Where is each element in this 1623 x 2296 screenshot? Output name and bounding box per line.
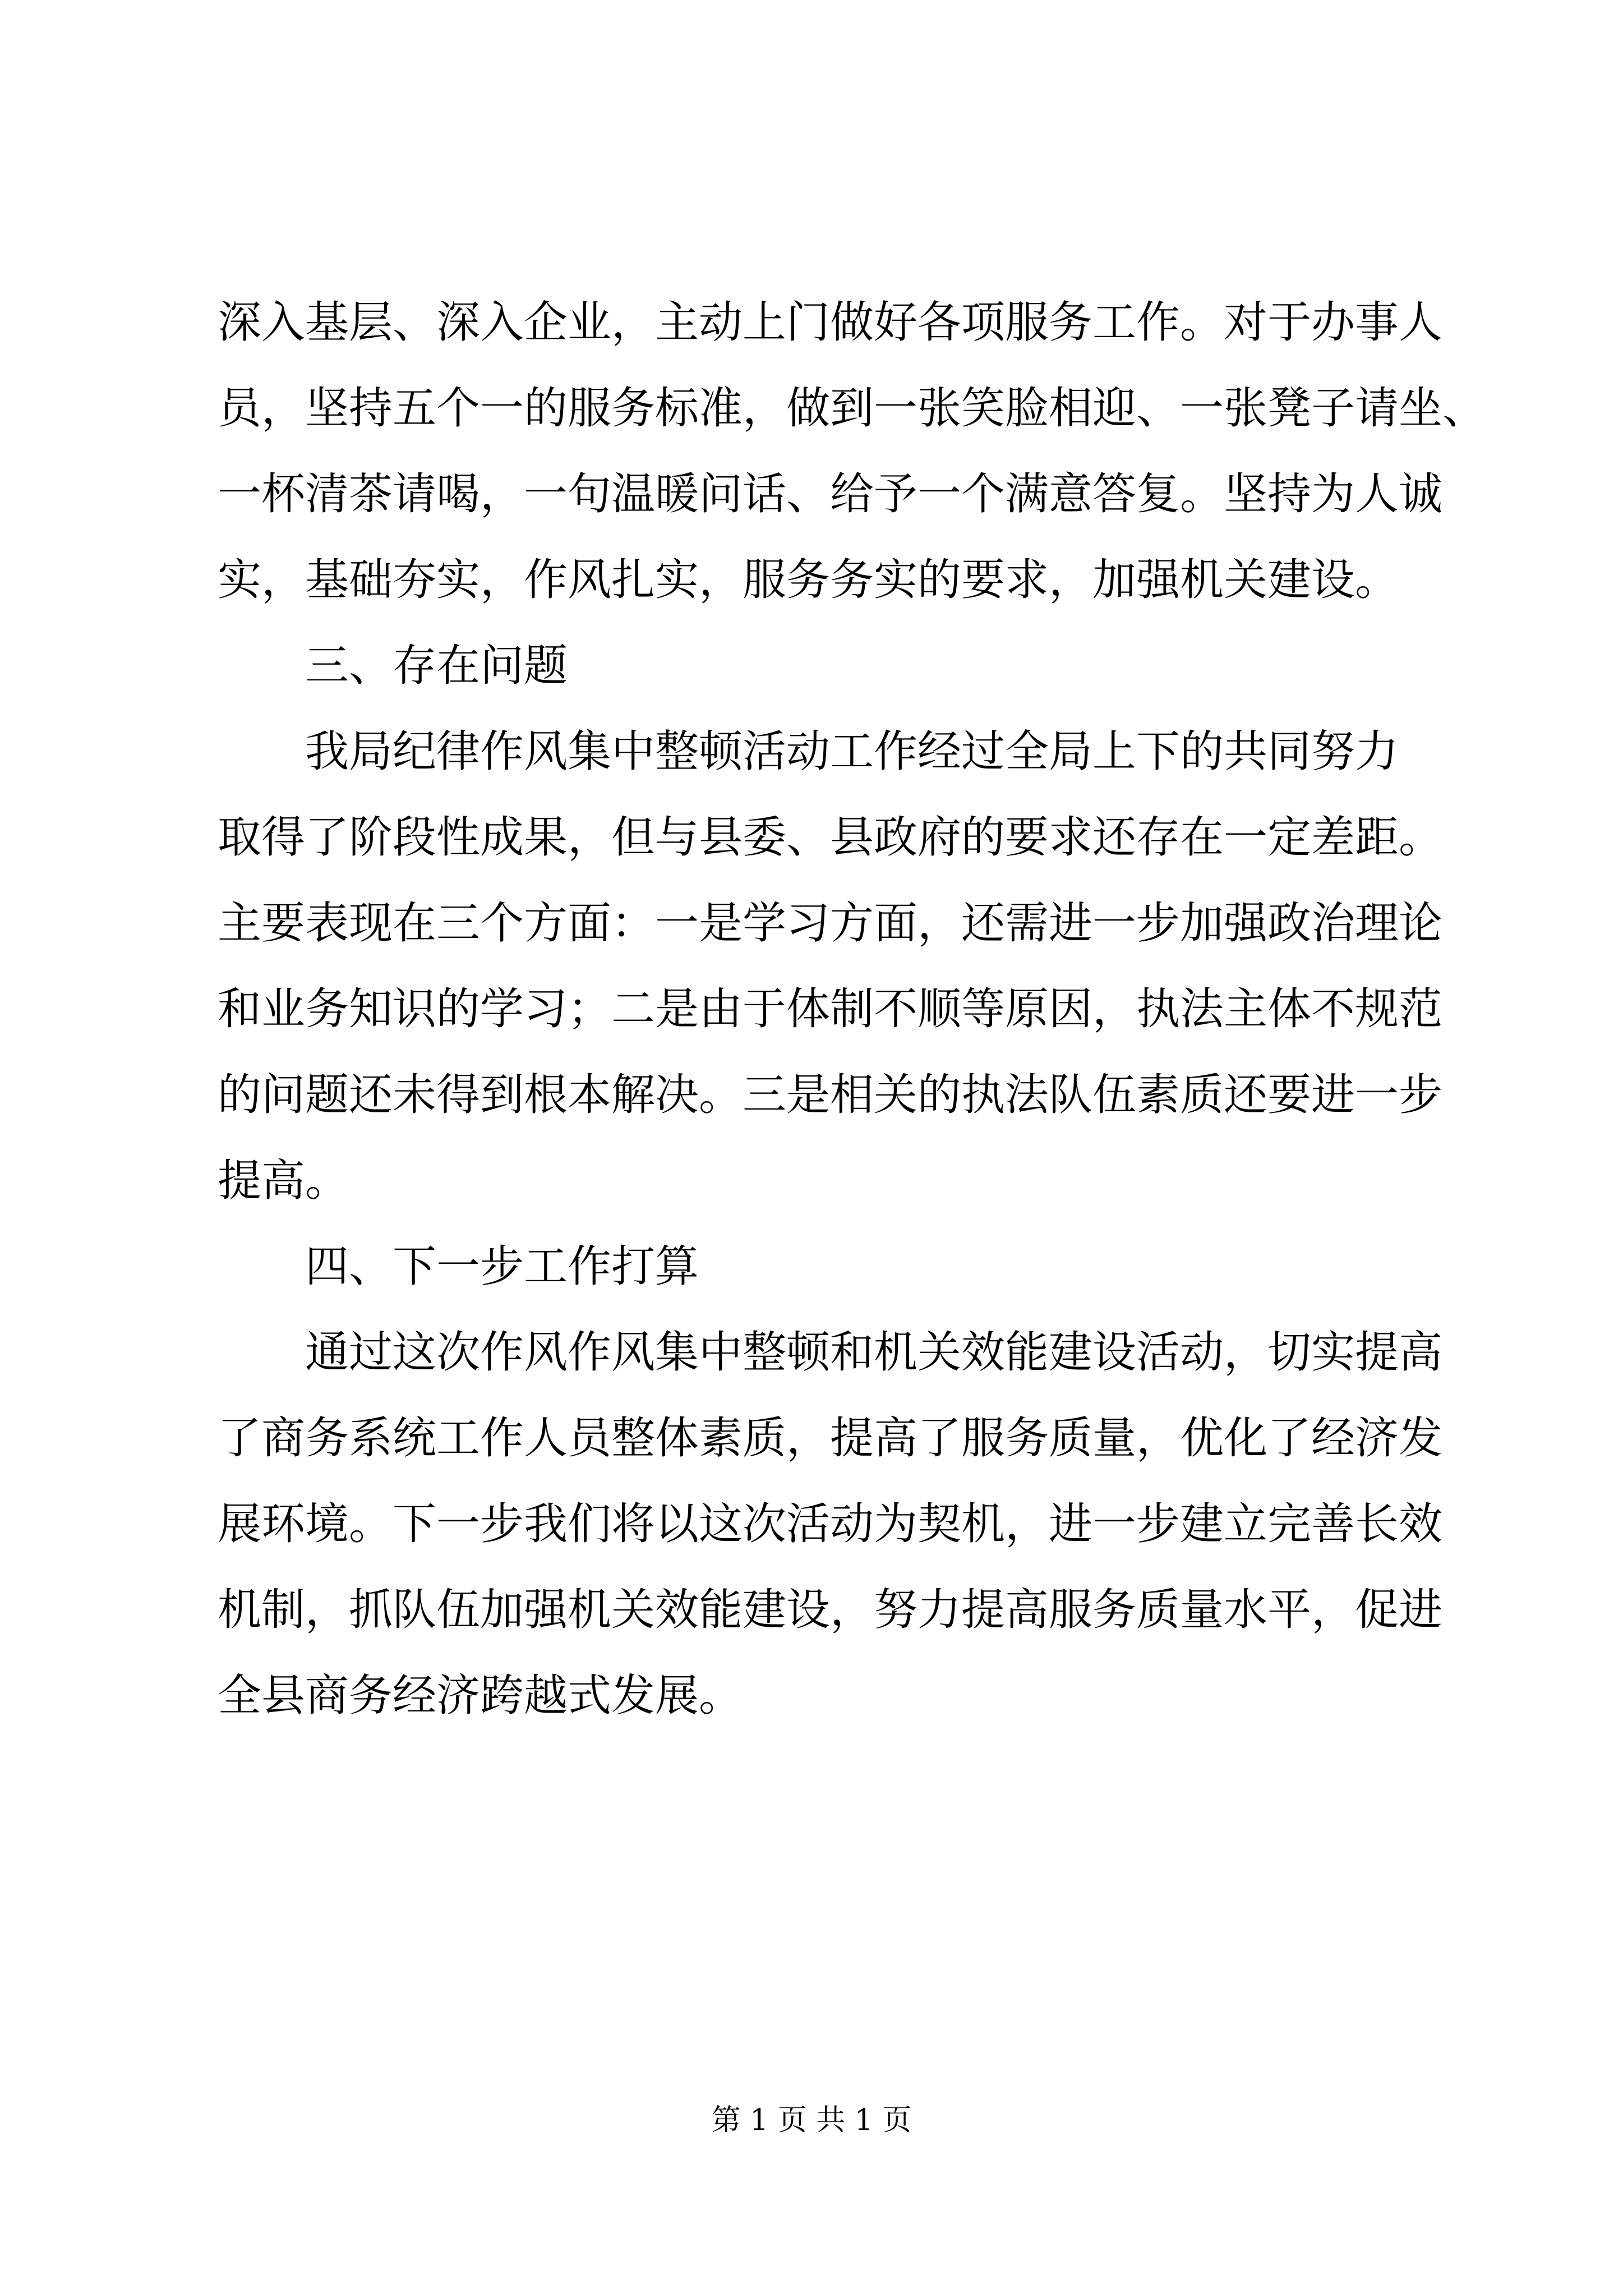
section-heading: 三、存在问题 bbox=[305, 641, 568, 691]
paragraph-line: 机制，抓队伍加强机关效能建设，努力提高服务质量水平，促进 bbox=[218, 1585, 1443, 1635]
paragraph-line: 我局纪律作风集中整顿活动工作经过全局上下的共同努力 bbox=[305, 726, 1399, 777]
paragraph-line: 全县商务经济跨越式发展。 bbox=[218, 1671, 743, 1721]
paragraph-line: 的问题还未得到根本解决。三是相关的执法队伍素质还要进一步 bbox=[218, 1070, 1443, 1120]
paragraph-line: 主要表现在三个方面：一是学习方面，还需进一步加强政治理论 bbox=[218, 898, 1443, 949]
section-heading: 四、下一步工作打算 bbox=[305, 1241, 699, 1292]
paragraph-line: 员，坚持五个一的服务标准，做到一张笑脸相迎、一张凳子请坐、 bbox=[218, 383, 1487, 434]
paragraph-line: 实，基础夯实，作风扎实，服务务实的要求，加强机关建设。 bbox=[218, 555, 1399, 605]
paragraph-line: 一杯清茶请喝，一句温暖问话、给予一个满意答复。坚持为人诚 bbox=[218, 469, 1443, 519]
page-number-footer: 第 1 页 共 1 页 bbox=[711, 2104, 912, 2137]
paragraph-line: 深入基层、深入企业，主动上门做好各项服务工作。对于办事人 bbox=[218, 297, 1443, 348]
paragraph-line: 了商务系统工作人员整体素质，提高了服务质量，优化了经济发 bbox=[218, 1413, 1443, 1464]
paragraph-line: 提高。 bbox=[218, 1156, 349, 1206]
paragraph-line: 和业务知识的学习；二是由于体制不顺等原因，执法主体不规范 bbox=[218, 984, 1443, 1034]
paragraph-line: 展环境。下一步我们将以这次活动为契机，进一步建立完善长效 bbox=[218, 1499, 1443, 1549]
paragraph-line: 通过这次作风作风集中整顿和机关效能建设活动，切实提高 bbox=[305, 1327, 1443, 1378]
paragraph-line: 取得了阶段性成果，但与县委、县政府的要求还存在一定差距。 bbox=[218, 812, 1443, 863]
